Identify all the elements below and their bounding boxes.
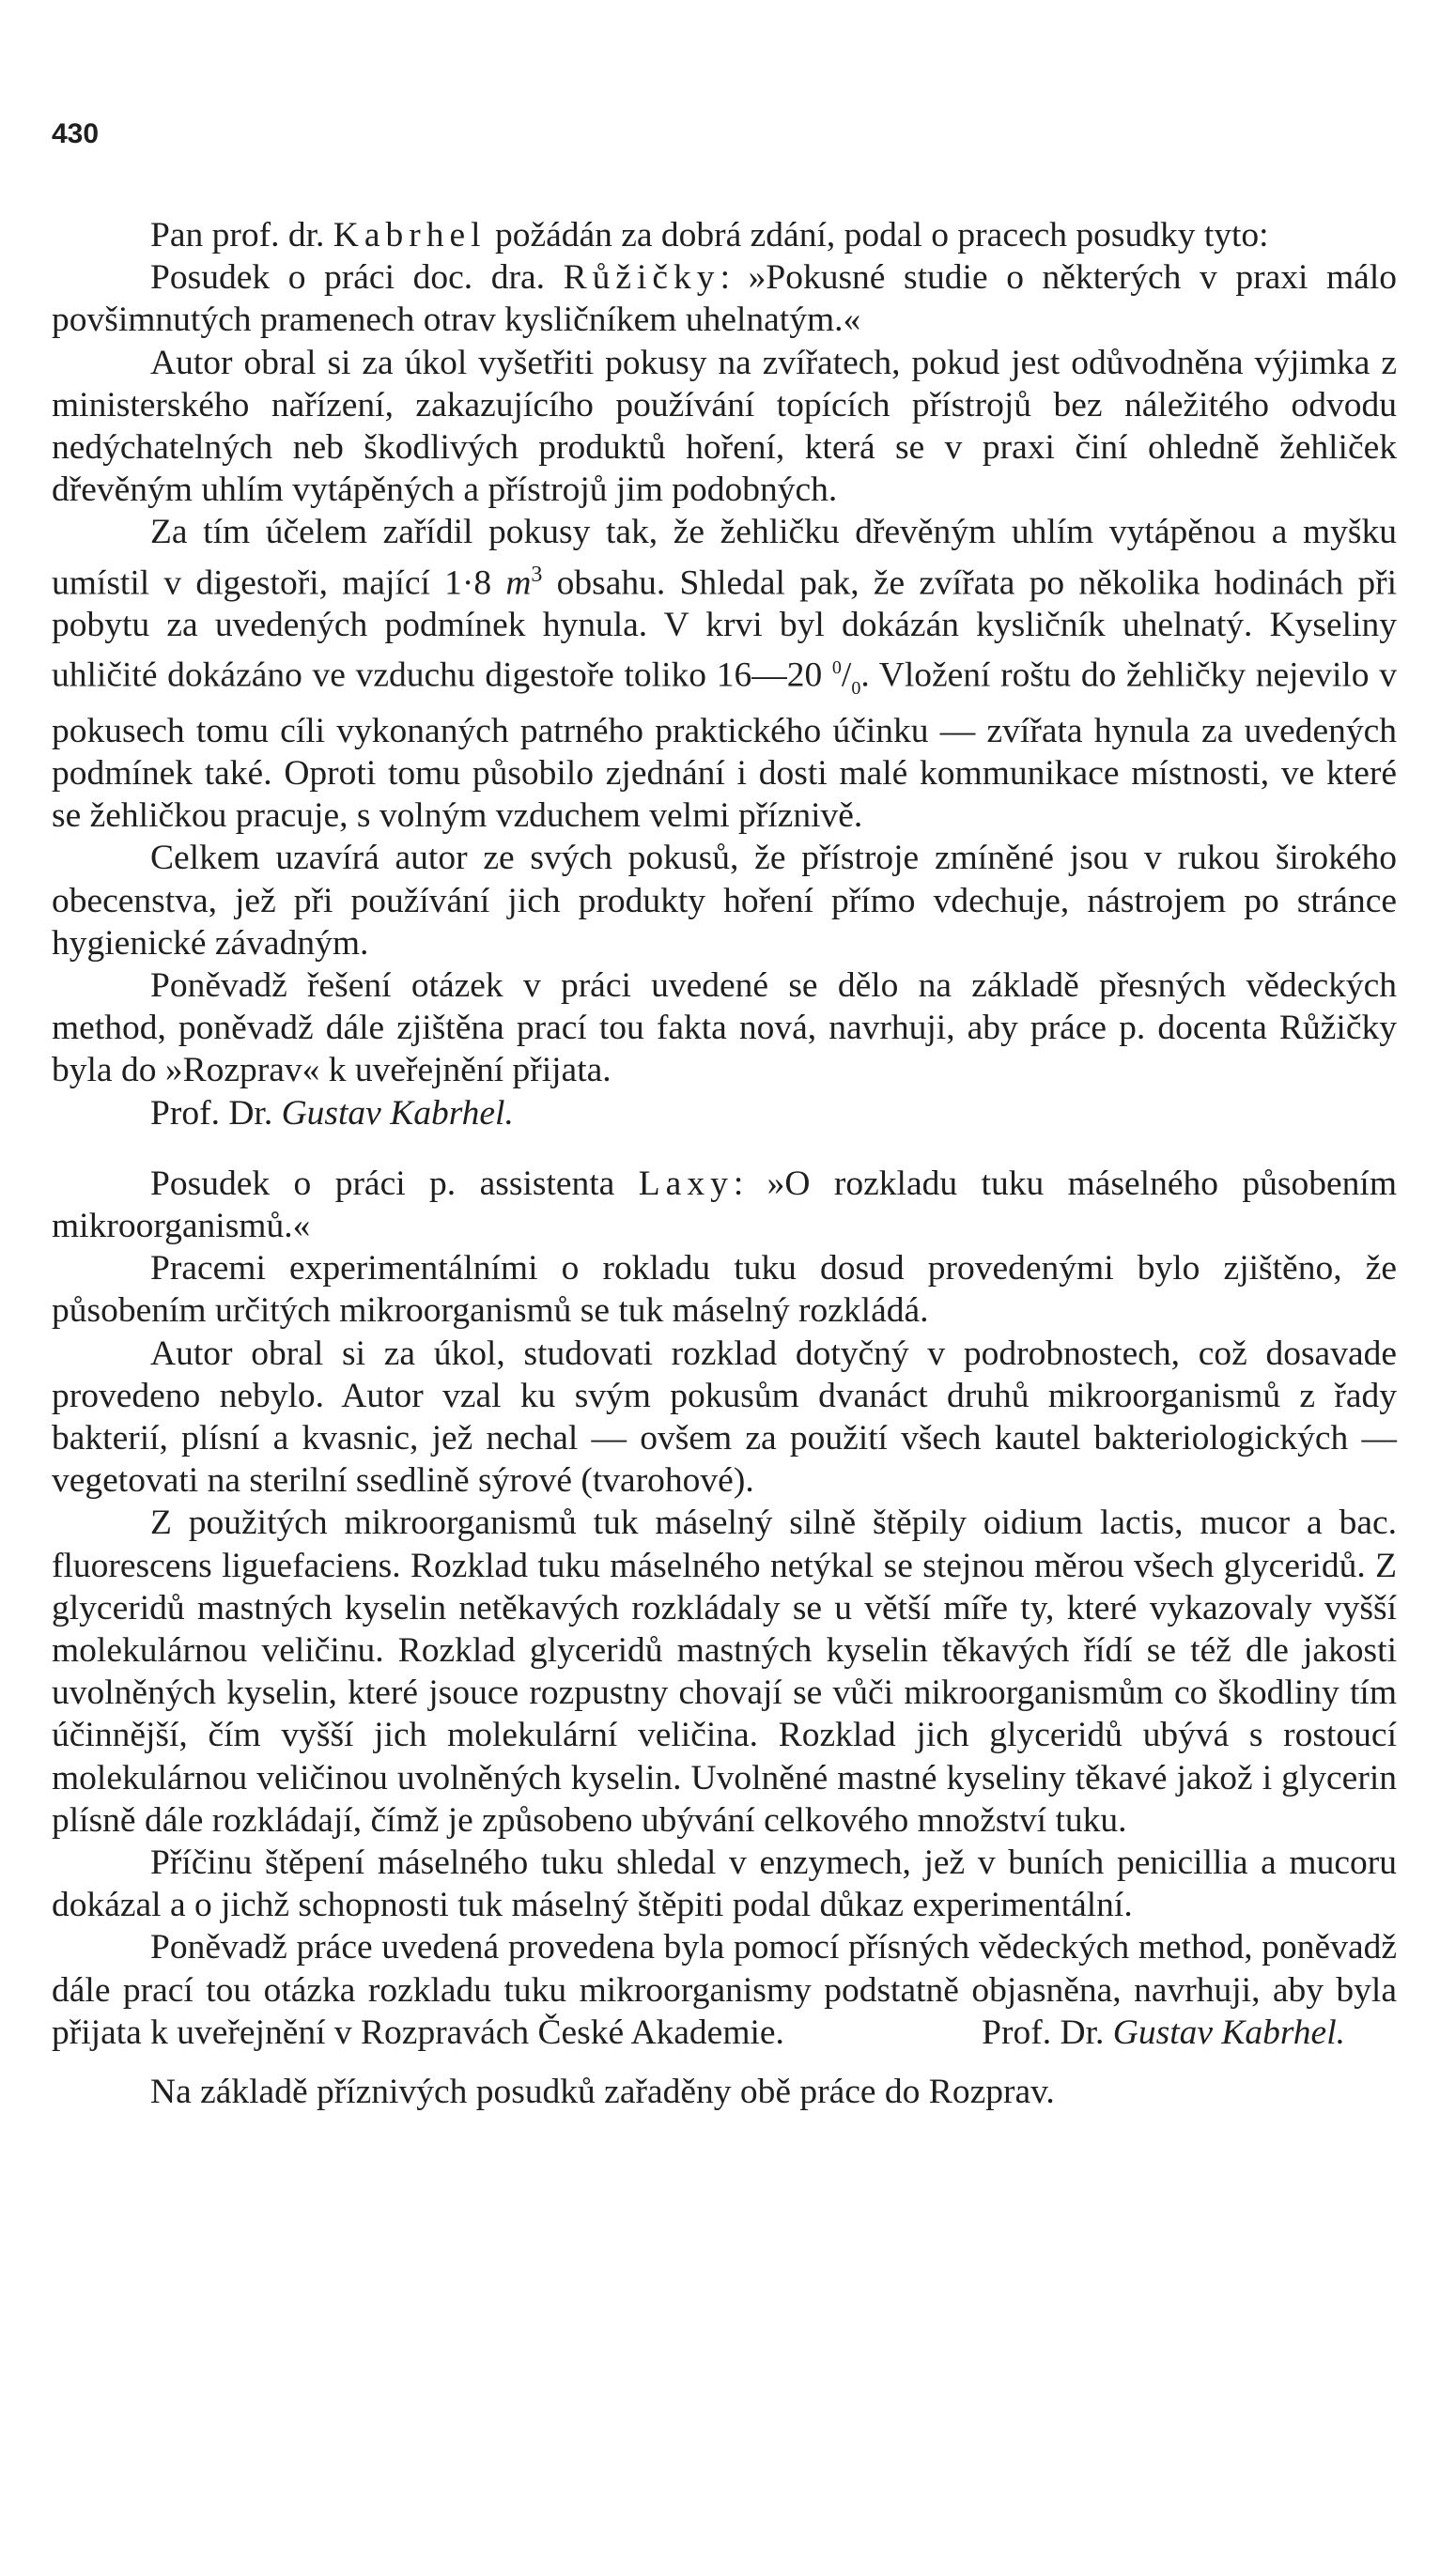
review1-author-name: Růžičky [563, 258, 720, 298]
intro-text-end: požádán za dobrá zdání, podal o pracech posudky tyto: [486, 216, 1269, 255]
conclusion-paragraph: Na základě příznivých posudků zařaděny obě práce do Rozprav. [150, 2073, 1055, 2112]
reviewer-name: Kabrhel [333, 216, 487, 255]
review2-paragraph-3: Z použitých mikroorganismů tuk máselný silně štěpily oidium lactis, mucor a bac. fluorescens liguefaciens. Rozklad tuku máselného netýkal se stejnou měrou všech glyceridů. Z glyceridů mastných kyselin netěkavých rozkládaly se u větší míře ty, které vykazovaly vyšší molekulárnou veličinu. Rozklad glyceridů mastných kyselin těkavých řídí se též dle jakosti uvolněných kyselin, které jsouce rozpustny chovají se vůči mikroorganismům co škodliny tím účinnější, čím vyšší jich molekulární veličina. Rozklad jich glyceridů ubývá s rostoucí molekulárnou veličinou uvolněných kyselin. Uvolněné mastné kyseliny těkavé jakož i glycerin plísně dále rozkládají, čímž je způsobeno ubývání celkového množství tuku. [52, 1504, 1397, 1840]
signature-name: Gustav Kabrhel. [281, 1093, 514, 1133]
review1-paragraph-3: Celkem uzavírá autor ze svých pokusů, že přístroje zmíněné jsou v rukou širokého obecenstva, jež při používání jich produkty hoření přímo vdechuje, nástrojem po stránce hygienické závadným. [52, 839, 1397, 963]
review2-heading-text: Posudek o práci p. assistenta [150, 1164, 639, 1203]
document-body [52, 214, 1397, 2113]
intro-paragraph [52, 214, 1397, 256]
review2-paragraph-4: Příčinu štěpení máselného tuku shledal v enzymech, jež v buních penicillia a mucoru dokázal a o jichž schopnosti tuk máselný štěpiti podal důkaz experimentální. [52, 1843, 1397, 1925]
review1-heading [52, 256, 1397, 341]
unit-meter: m [505, 563, 532, 603]
review2-p5-text: Poněvadž práce uvedená provedena byla pomocí přísných vědeckých method, poněvadž dále prací tou otázka rozkladu tuku mikroorganismy podstatně objasněna, navrhuji, aby byla přijata k uveřejnění v Rozpravách České Akademie. [52, 1928, 1397, 2052]
review1-heading-text: Posudek o práci doc. dra. [150, 258, 564, 298]
review2-heading [52, 1163, 1397, 1247]
percent-upper: 0 [831, 656, 842, 678]
signature-title: Prof. Dr. [982, 2013, 1113, 2052]
review1-paragraph-4: Poněvadž řešení otázek v práci uvedené se dělo na základě přesných vědeckých method, poněvadž dále zjištěna prací tou fakta nová, navrhuji, aby práce p. docenta Růžičky byla do »Rozprav« k uveřejnění přijata. [52, 965, 1397, 1090]
percent-lower: 0 [851, 677, 861, 699]
unit-exponent: 3 [531, 562, 543, 587]
review2-title: : »O rozkladu tuku máselného působením mikroorganismů.« [52, 1164, 1397, 1245]
page-number: 430 [52, 118, 100, 149]
review2-paragraph-5 [52, 1926, 1397, 2054]
review1-paragraph-2: Za tím účelem zařídil pokusy tak, že žehličku dřevěným uhlím vytápěnou a myšku umístil v digestoři, mající 1·8 $m^3$ obsahu. Shledal pak, že zvířata po několika hodinách při pobytu za uvedených podmínek hynula. V krvi byl dokázán kysličník uhelnatý. Kyseliny uhličité dokázáno ve vzduchu digestoře toliko 16—20 $^0/_0$. Vložení roštu do žehličky nejevilo v pokusech tomu cíli vykonaných patrného praktického účinku — zvířata hynula za uvedených podmínek také. Oproti tomu působilo zjednání i dosti malé kommunikace místnosti, ve které se žehličkou pracuje, s volným vzduchem velmi příznivě. [52, 513, 1398, 836]
review1-p2-text-c: . Vložení roštu do žehličky nejevilo v pokusech tomu cíli vykonaných patrného praktického účinku — zvířata hynula za uvedených podmínek také. Oproti tomu působilo zjednání i dosti malé kommunikace místnosti, ve které se žehličkou pracuje, s volným vzduchem velmi příznivě. [52, 656, 1397, 836]
signature-title: Prof. Dr. [150, 1093, 282, 1133]
review1-signature [52, 1092, 1397, 1134]
signature-name: Gustav Kabrhel. [1112, 2013, 1345, 2052]
review2-paragraph-2: Autor obral si za úkol, studovati rozklad dotyčný v podrobnostech, což dosavade provedeno nebylo. Autor vzal ku svým pokusům dvanáct druhů mikroorganismů z řady bakterií, plísní a kvasnic, jež nechal — ovšem za použití všech kautel bakteriologických — vegetovati na sterilní ssedlině sýrové (tvarohové). [52, 1334, 1397, 1501]
review1-p2-text-a: Za tím účelem zařídil pokusy tak, že žehličku dřevěným uhlím vytápěnou a myšku umístil v digestoři, mající 1·8 [52, 513, 1397, 603]
review2-author-name: Laxy [638, 1164, 734, 1203]
section-gap [52, 1134, 1397, 1163]
review2-signature [883, 2012, 1397, 2054]
review2-paragraph-1: Pracemi experimentálními o rokladu tuku dosud provedenými bylo zjištěno, že působením určitých mikroorganismů se tuk máselný rozkládá. [52, 1249, 1397, 1331]
review1-paragraph-1: Autor obral si za úkol vyšetřiti pokusy na zvířatech, pokud jest odůvodněna výjimka z ministerského nařízení, zakazujícího používání topících přístrojů bez náležitého odvodu nedýchatelných neb škodlivých produktů hoření, která se v praxi činí ohledně žehliček dřevěným uhlím vytápěných a přístrojů jim podobných. [52, 343, 1397, 510]
review1-title: : »Pokusné studie o některých v praxi málo povšimnutých pramenech otrav kysličníkem uhelnatým.« [52, 258, 1397, 340]
review1-p2-text-b: obsahu. Shledal pak, že zvířata po několika hodinách při pobytu za uvedených podmínek hynula. V krvi byl dokázán kysličník uhelnatý. Kyseliny uhličité dokázáno ve vzduchu digestoře toliko 16—20 [52, 563, 1398, 695]
intro-text: Pan prof. dr. [150, 216, 333, 255]
